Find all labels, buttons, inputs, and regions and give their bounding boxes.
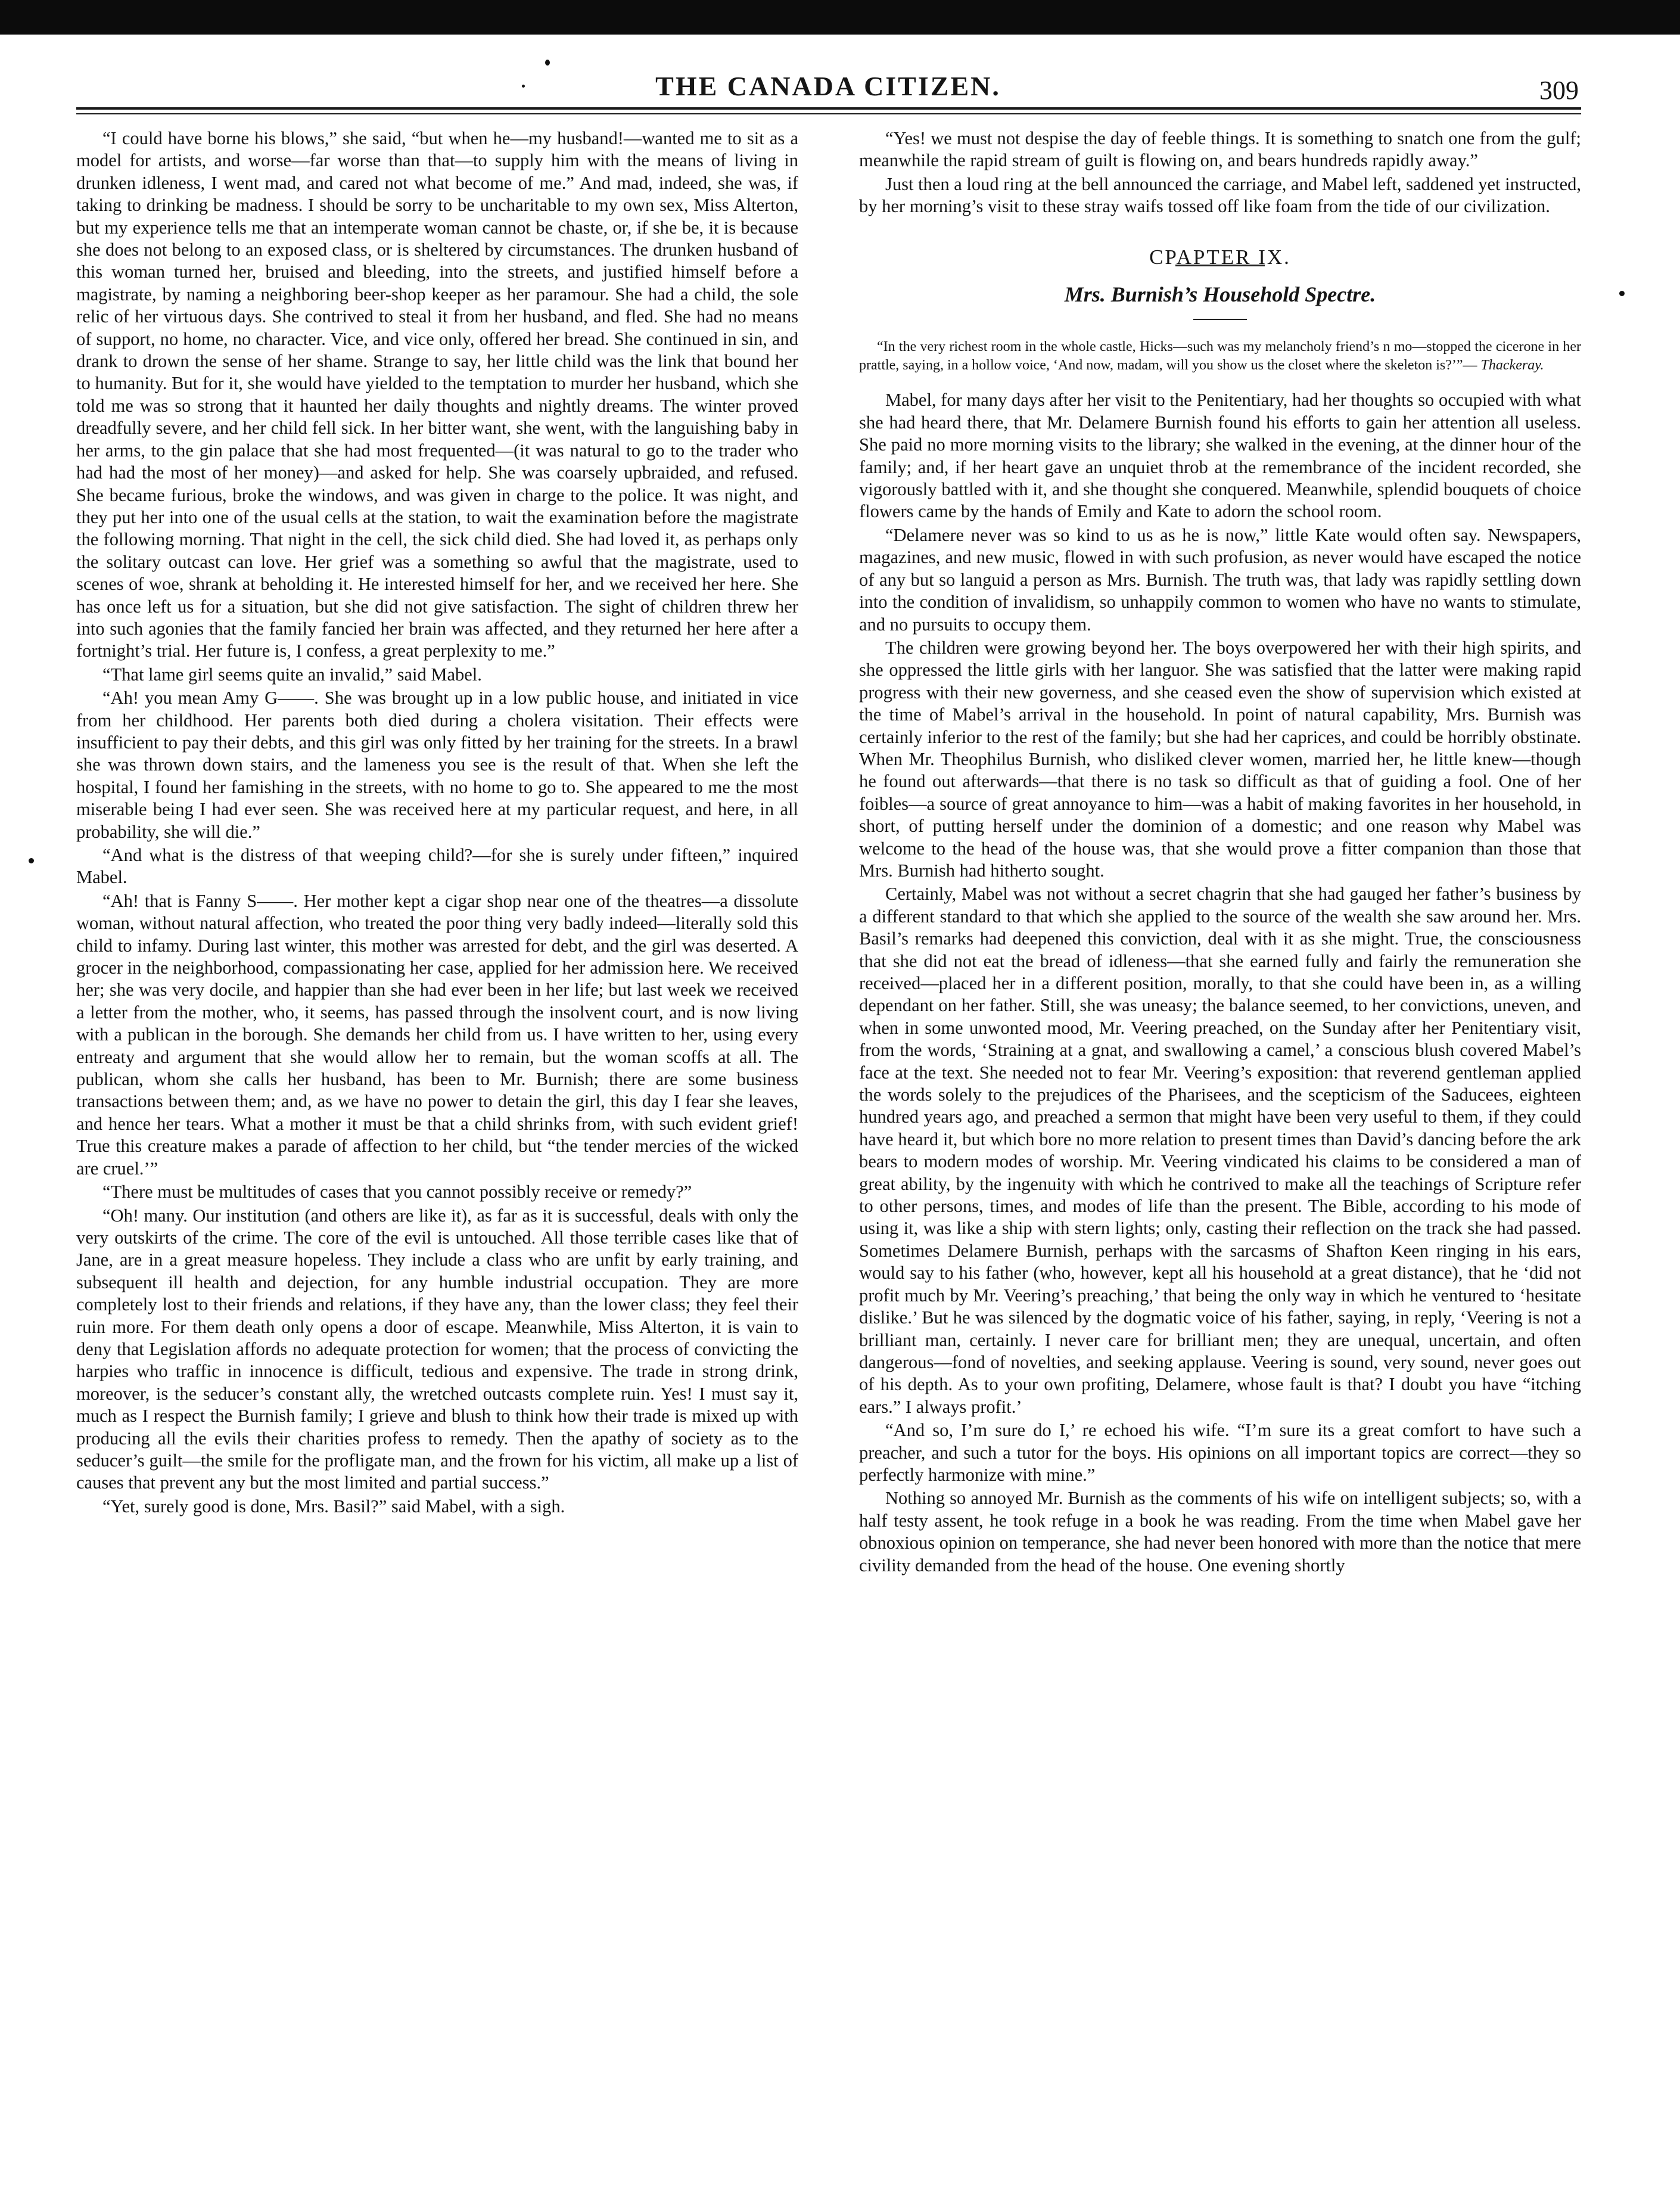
paragraph: Certainly, Mabel was not without a secret chagrin that she had gauged her father’s business by a different standard to that which she applied to the source of the wealth she saw around her. Mrs. Basil’s remarks had deepened this conviction, deal with it as she might. True, the consciousness that she did not eat the bread of idleness—that she earned fully and fairly the remuneration she received—placed her in a different position, morally, to that she could have been in, as a willing dependant on her father. Still, she was uneasy; the balance seemed, to her convictions, uneven, and when in some unwonted mood, Mr. Veering preached, on the Sunday after her Penitentiary visit, from the words, ‘Straining at a gnat, and swallowing a camel,’ a conscious blush covered Mabel’s face at the text. She needed not to fear Mr. Veering’s exposition: that reverend gentleman applied the words solely to the prejudices of the Pharisees, and the scepticism of the Saducees, eighteen hundred years ago, and preached a sermon that might have been very useful to them, if they could have heard it, but which bore no more relation to present times than David’s dancing before the ark bears to modern modes of worship. Mr. Veering vindicated his claims to be considered a man of great ability, by the ingenuity with which he contrived to make all the teachings of Scripture refer to other persons, times, and modes of life than the present. The Bible, according to his mode of using it, was like a ship with stern lights; only, casting their reflection on the track she had passed. Sometimes Delamere Burnish, perhaps with the sarcasms of Shafton Keen ringing in his ears, would say to his father (who, however, kept all his household at a great distance), that he ‘did not profit much by Mr. Veering’s preaching,’ that being the only way in which he ventured to ‘hesitate dislike.’ But he was silenced by the dogmatic voice of his father, saying, in reply, ‘Veering is not a brilliant man, certainly. I never care for brilliant men; they are unequal, uncertain, and often dangerous—fond of novelties, and seeking applause. Veering is sound, very sound, never goes out of his depth. As to your own profiting, Delamere, whose fault is that? I doubt you have “itching ears.” I always profit.’ bbox=[859, 884, 1581, 1417]
epigraph-text: “In the very richest room in the whole castle, Hicks—such was my melancholy friend’s n mo—stopped the cicerone in her prattle, saying, in a hollow voice, ‘And now, madam, will you show us the closet where the skeleton is?’”— bbox=[859, 339, 1581, 374]
chapter-title: Mrs. Burnish’s Household Spectre. bbox=[1064, 282, 1376, 307]
right-column bbox=[859, 128, 1581, 2171]
print-speck bbox=[522, 85, 525, 88]
paragraph: The children were growing beyond her. The boys overpowered her with their high spirits, and she oppressed the little girls with her languor. She was satisfied that the latter were making rapid progress with their new governess, and she ceased even the show of supervision which existed at the time of Mabel’s arrival in the household. In point of natural capability, Mrs. Burnish was certainly inferior to the rest of the family; but she had her caprices, and could be horribly obstinate. When Mr. Theophilus Burnish, who disliked clever women, married her, he little knew—though he found out afterwards—that there is no task so difficult as that of guiding a fool. One of her foibles—a source of great annoyance to him—was a habit of making favorites in her household, in short, of putting herself under the dominion of a domestic; and one reason why Mabel was welcome to the head of the house was, that she would prove a fitter companion than those that Mrs. Burnish had hitherto sought. bbox=[859, 637, 1581, 881]
top-border-bar bbox=[0, 0, 1680, 35]
paragraph: “Ah! you mean Amy G——. She was brought up in a low public house, and initiated in vice from her childhood. Her parents both died during a cholera visitation. Their effects were insufficient to pay their debts, and this girl was only fitted by her training for the streets. In a brawl she was thrown down stairs, and the lameness you see is the result of that. When she left the hospital, I found her famishing in the streets, with no home to go to. She appeared to me the most miserable being I had ever seen. She was received here at my particular request, and here, in all probability, she will die.” bbox=[76, 688, 798, 842]
paragraph: Just then a loud ring at the bell announced the carriage, and Mabel left, saddened yet instructed, by her morning’s visit to these stray waifs tossed off like foam from the tide of our civilization. bbox=[859, 173, 1581, 217]
paragraph: “Yet, surely good is done, Mrs. Basil?” said Mabel, with a sigh. bbox=[102, 1496, 565, 1516]
header-rule-thick bbox=[76, 107, 1581, 110]
print-speck bbox=[545, 60, 550, 66]
page-number: 309 bbox=[1539, 76, 1579, 105]
paragraph: “Delamere never was so kind to us as he is now,” little Kate would often say. Newspapers, magazines, and new music, flowed in with such profusion, as never would have escaped the notice of any but so languid a person as Mrs. Burnish. The truth was, that lady was rapidly settling down into the condition of invalidism, so unhappily common to women who have no wants to stimulate, and no pursuits to occupy them. bbox=[859, 524, 1581, 635]
print-speck bbox=[29, 858, 34, 863]
chapter-number: CPAPTER IX. bbox=[1149, 245, 1291, 269]
paragraph: Nothing so annoyed Mr. Burnish as the comments of his wife on intelligent subjects; so, with a half testy assent, he took refuge in a book he was reading. From the time when Mabel gave her obnoxious opinion on temperance, she had never been honored with more than the notice that mere civility demanded from the head of the house. One evening shortly bbox=[859, 1488, 1581, 1575]
paragraph: “Yes! we must not despise the day of feeble things. It is something to snatch one from the gulf; meanwhile the rapid stream of guilt is flowing on, and bears hundreds rapidly away.” bbox=[859, 128, 1581, 171]
print-speck bbox=[1619, 291, 1625, 296]
header-rule-thin bbox=[76, 113, 1581, 114]
paragraph: “I could have borne his blows,” she said, “but when he—my husband!—wanted me to sit as a model for artists, and worse—far worse than that—to supply him with the means of living in drunken idleness, I went mad, and cared not what become of me.” And mad, indeed, she was, if taking to drinking be madness. I should be sorry to be uncharitable to my own sex, Miss Alterton, but my experience tells me that an intemperate woman cannot be chaste, or, if she be, it is because she does not belong to an exposed class, or is sheltered by circumstances. The drunken husband of this woman turned her, bruised and bleeding, into the streets, and justified himself before a magistrate, by naming a neighboring beer-shop keeper as her paramour. She had a child, the sole relic of her virtuous days. She contrived to steal it from her husband, and fled. She had no means of support, no home, no character. Vice, and vice only, offered her bread. She continued in sin, and drank to drown the sense of her shame. Strange to say, her little child was the link that bound her to humanity. But for it, she would have yielded to the temptation to murder her husband, which she told me was so strong that it haunted her daily thoughts and nightly dreams. The winter proved dreadfully severe, and her child fell sick. In her bitter want, she went, with the languishing baby in her arms, to the gin palace that she had most frequented—(it was natural to go to the trader who had had the most of her money)—and asked for help. She was coarsely upbraided, and refused. She became furious, broke the windows, and was given in charge to the police. It was night, and they put her into one of the usual cells at the station, to wait the examination before the magistrate the following morning. That night in the cell, the sick child died. She had loved it, as perhaps only the solitary outcast can love. Her grief was a something so awful that the magistrate, used to scenes of woe, shrank at beholding it. He interested himself for her, and we received her here. She has once left us for a situation, but she did not give satisfaction. The sight of children threw her into such agonies that the family fancied her brain was affected, and they returned her here after a fortnight’s trial. Her future is, I confess, a great perplexity to me.” bbox=[76, 128, 798, 661]
paragraph: “Oh! many. Our institution (and others are like it), as far as it is successful, deals with only the very outskirts of the crime. The core of the evil is untouched. All those terrible cases like that of Jane, are in a great measure hopeless. They include a class who are unfit by early training, and subsequent ill health and dejection, for any humble industrial occupation. They are more completely lost to their friends and relations, if they have any, than the lower class; they feel their ruin more. For them death only opens a door of escape. Meanwhile, Miss Alterton, it is vain to deny that Legislation affords no adequate protection for women; that the process of convicting the harpies who traffic in innocence is difficult, tedious and expensive. The trade in strong drink, moreover, is the seducer’s constant ally, the wretched outcasts complete ruin. Yes! I must say it, much as I respect the Burnish family; I grieve and blush to think how their trade is mixed up with producing all the evils their charities profess to remedy. Then the apathy of society as to the seducer’s guilt—the smile for the profligate man, and the frown for his victim, all make up a list of causes that prevent any but the most limited and partial success.” bbox=[76, 1205, 798, 1493]
paragraph: “And what is the distress of that weeping child?—for she is surely under fifteen,” inquired Mabel. bbox=[76, 845, 798, 888]
chapter-title-rule bbox=[1193, 319, 1247, 320]
paragraph: “Ah! that is Fanny S——. Her mother kept a cigar shop near one of the theatres—a dissolute woman, without natural affection, who treated the poor thing very badly indeed—literally sold this child to infamy. During last winter, this mother was arrested for debt, and the girl was deserted. A grocer in the neighborhood, compassionating her case, applied for her admission here. We received her; she was very docile, and happier than she had ever been in her life; but last week we received a letter from the mother, who, it seems, has passed through the insolvent court, and is now living with a publican in the borough. She demands her child from us. I have written to her, using every entreaty and argument that she would allow her to remain, but the woman scoffs at all. The publican, whom she calls her husband, has been to Mr. Burnish; there are some business transactions between them; and, as we have no power to detain the girl, this day I fear she leaves, and hence her tears. What a mother it must be that a child shrinks from, with such evident grief! True this creature makes a parade of affection to her child, but “the tender mercies of the wicked are cruel.’” bbox=[76, 890, 798, 1179]
paragraph: Mabel, for many days after her visit to the Penitentiary, had her thoughts so occupied with what she had heard there, that Mr. Delamere Burnish found his efforts to gain her attention all useless. She paid no more morning visits to the library; she walked in the evening, at the dinner hour of the family; and, if her heart gave an unquiet throb at the remembrance of the incident recorded, she vigorously battled with it, and she thought she conquered. Meanwhile, splendid bouquets of choice flowers came by the hands of Emily and Kate to adorn the school room. bbox=[859, 390, 1581, 522]
paragraph: “There must be multitudes of cases that you cannot possibly receive or remedy?” bbox=[102, 1182, 692, 1202]
left-column bbox=[76, 128, 798, 2171]
page-header bbox=[77, 70, 1579, 106]
paragraph: “And so, I’m sure do I,’ re echoed his wife. “I’m sure its a great comfort to have such a preacher, and such a tutor for the boys. His opinions on all important topics are correct—they so perfectly harmonize with mine.” bbox=[859, 1420, 1581, 1485]
newspaper-title: THE CANADA CITIZEN. bbox=[655, 71, 1001, 101]
paragraph: “That lame girl seems quite an invalid,” said Mabel. bbox=[102, 664, 482, 685]
epigraph-author: Thackeray. bbox=[1480, 358, 1544, 374]
chapter-epigraph bbox=[859, 338, 1581, 375]
